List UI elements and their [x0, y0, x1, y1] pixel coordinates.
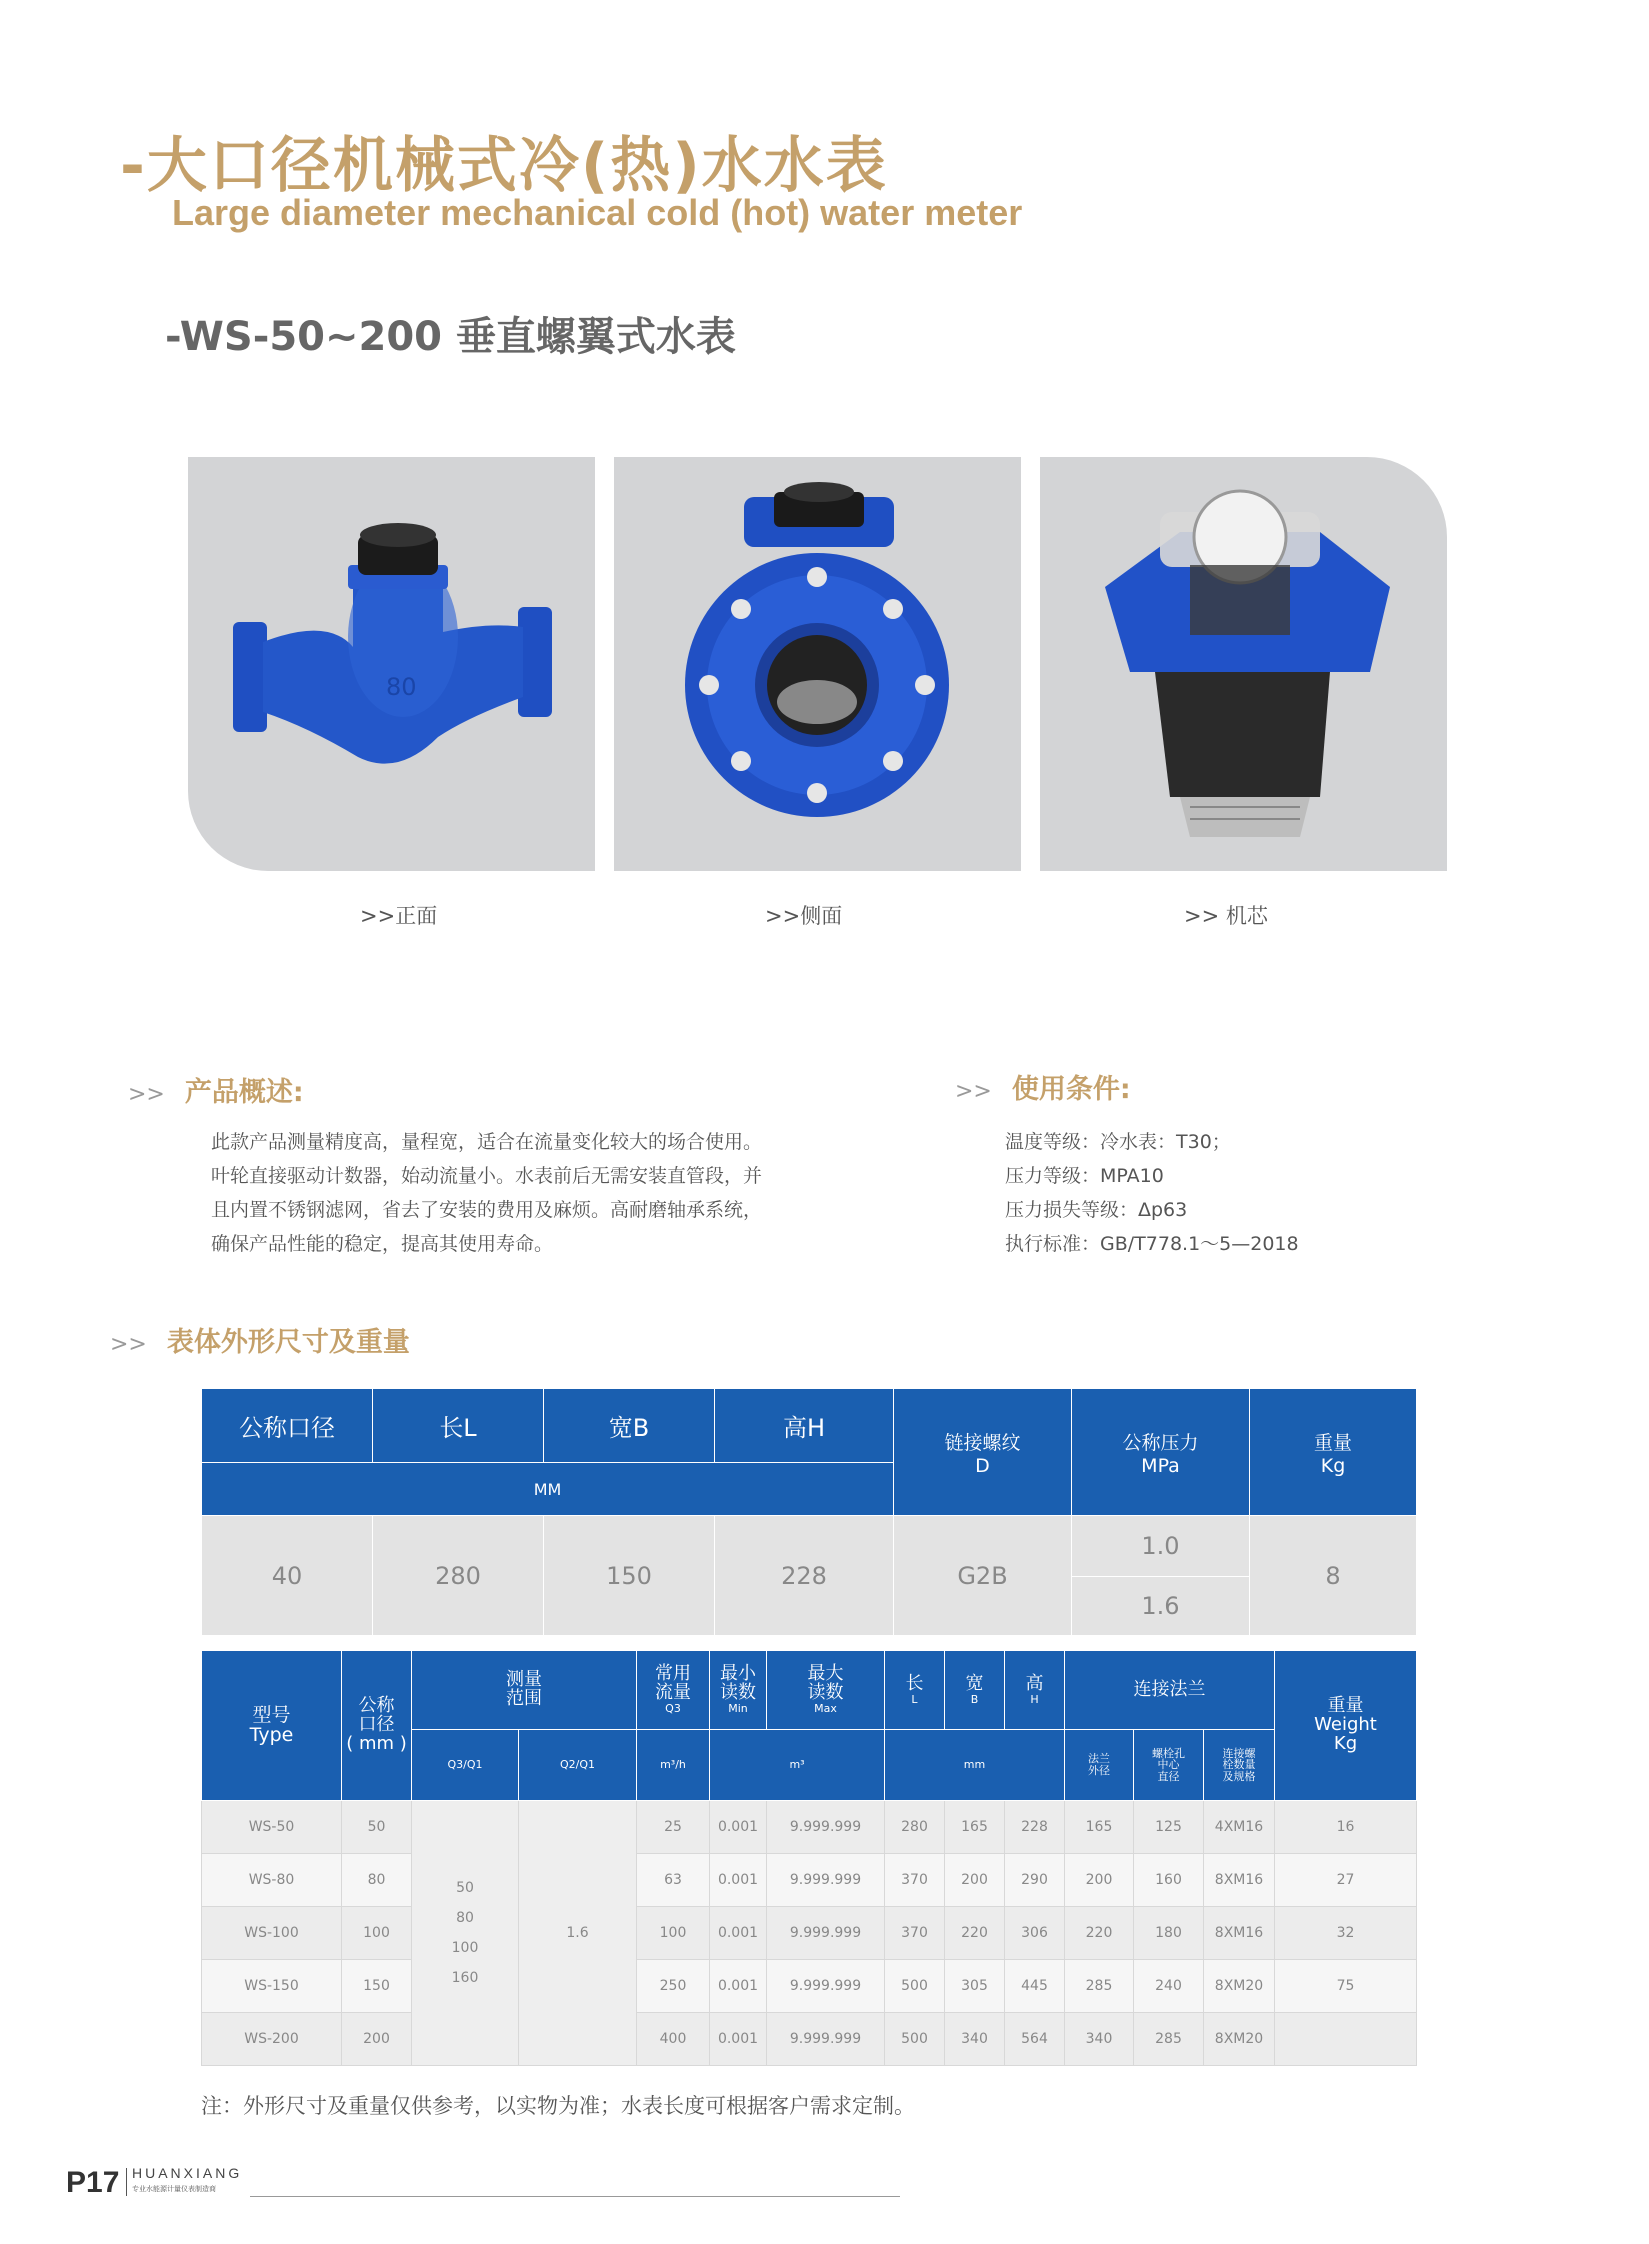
footer-separator [126, 2168, 127, 2196]
cell-range-values [412, 1801, 519, 2066]
condition-line: 温度等级：冷水表：T30； [1005, 1131, 1231, 1153]
cell-h: 290 [1005, 1854, 1065, 1907]
brand-tagline: 专业水能源计量仪表制造商 [132, 2185, 216, 2193]
photo-side [614, 457, 1021, 871]
header-max-3: Max [814, 1702, 837, 1716]
header-weight-3: Kg [1333, 1732, 1358, 1754]
header-type [202, 1651, 342, 1801]
brand-name: HUANXIANG [132, 2165, 243, 2181]
range-value: 160 [451, 1970, 479, 1986]
header-height: 高H [715, 1389, 894, 1463]
conditions-title: 使用条件: [1011, 1074, 1131, 1105]
cell-h: 306 [1005, 1907, 1065, 1960]
cell-pressure-1: 1.0 [1072, 1516, 1250, 1577]
header-l [885, 1651, 945, 1730]
overview-title: 产品概述: [184, 1077, 304, 1108]
cell-nominal: 40 [202, 1516, 373, 1636]
cell-b: 165 [945, 1801, 1005, 1854]
cell-type: WS-50 [202, 1801, 342, 1854]
footnote: 注：外形尺寸及重量仅供参考，以实物为准；水表长度可根据客户需求定制。 [201, 2094, 915, 2118]
cell-height: 228 [715, 1516, 894, 1636]
section-arrow: >> [128, 1082, 165, 1107]
water-meter-side-image [614, 457, 1021, 871]
cell-bolts: 8XM20 [1204, 1960, 1275, 2013]
header-max-2: 读数 [807, 1682, 844, 1704]
header-width: 宽B [544, 1389, 715, 1463]
cell-b: 305 [945, 1960, 1005, 2013]
header-weight [1275, 1651, 1417, 1801]
header-length: 长L [373, 1389, 544, 1463]
cell-h: 445 [1005, 1960, 1065, 2013]
header-range-2: 范围 [506, 1688, 542, 1709]
dimension-table-dn40 [201, 1388, 1417, 1636]
header-flow-1: 常用 [655, 1663, 691, 1685]
header-flange-od-2: 外径 [1088, 1764, 1110, 1777]
header-b-en: B [970, 1692, 979, 1706]
cell-od: 200 [1065, 1854, 1134, 1907]
spec-table-ws [201, 1650, 1417, 2066]
cell-dn: 50 [342, 1801, 412, 1854]
cell-max: 9.999.999 [767, 1854, 885, 1907]
cell-max: 9.999.999 [767, 1960, 885, 2013]
page-number: P17 [66, 2166, 120, 2199]
cell-weight: 8 [1250, 1516, 1417, 1636]
header-flange-spec-3: 及规格 [1222, 1769, 1256, 1783]
cell-ratio-value: 1.6 [519, 1801, 637, 2066]
cell-max: 9.999.999 [767, 1907, 885, 1960]
cell-l: 370 [885, 1907, 945, 1960]
header-flange: 连接法兰 [1065, 1651, 1275, 1730]
header-range-q3q1: Q3/Q1 [412, 1730, 519, 1801]
overview-line: 且内置不锈钢滤网，省去了安装的费用及麻烦。高耐磨轴承系统， [211, 1199, 763, 1221]
cell-l: 280 [885, 1801, 945, 1854]
cell-pcd: 125 [1134, 1801, 1204, 1854]
header-pressure-cn: 公称压力 [1122, 1431, 1199, 1454]
header-flange-od [1065, 1730, 1134, 1801]
cell-kg: 27 [1275, 1854, 1417, 1907]
cell-pcd: 285 [1134, 2013, 1204, 2066]
product-subtitle: -WS-50~200 垂直螺翼式水表 [165, 314, 736, 360]
cell-bolts: 8XM16 [1204, 1907, 1275, 1960]
header-weight-1: 重量 [1327, 1695, 1364, 1717]
overview-line: 此款产品测量精度高，量程宽，适合在流量变化较大的场合使用。 [211, 1131, 763, 1153]
cell-q3: 250 [637, 1960, 710, 2013]
cell-od: 220 [1065, 1907, 1134, 1960]
header-unit-read: m³ [710, 1730, 885, 1801]
cell-pcd: 240 [1134, 1960, 1204, 2013]
cell-type: WS-150 [202, 1960, 342, 2013]
header-h [1005, 1651, 1065, 1730]
cell-l: 370 [885, 1854, 945, 1907]
header-range-q2q1: Q2/Q1 [519, 1730, 637, 1801]
overview-line: 叶轮直接驱动计数器，始动流量小。水表前后无需安装直管段，并 [211, 1165, 763, 1187]
header-flange-spec-1: 连接螺 [1222, 1746, 1256, 1760]
header-nominal: 公称口径 [202, 1389, 373, 1463]
cell-od: 285 [1065, 1960, 1134, 2013]
header-nominal [342, 1651, 412, 1801]
header-type-en: Type [249, 1723, 294, 1746]
cell-h: 228 [1005, 1801, 1065, 1854]
header-pressure [1072, 1389, 1250, 1516]
cell-bolts: 8XM16 [1204, 1854, 1275, 1907]
cell-min: 0.001 [710, 1960, 767, 2013]
header-thread [894, 1389, 1072, 1516]
cell-b: 200 [945, 1854, 1005, 1907]
header-l-cn: 长 [905, 1672, 924, 1694]
page-title: -大口径机械式冷(热)水水表 [120, 131, 888, 201]
header-flange-bolt-2: 中心 [1157, 1758, 1180, 1772]
header-weight-unit: Kg [1320, 1454, 1346, 1477]
overview-heading [128, 1070, 304, 1109]
cell-min: 0.001 [710, 1907, 767, 1960]
header-flow-2: 流量 [655, 1682, 691, 1704]
dimensions-heading [110, 1320, 410, 1359]
page-title-english: Large diameter mechanical cold (hot) water meter [172, 192, 1023, 233]
dimensions-title: 表体外形尺寸及重量 [166, 1327, 410, 1358]
cell-kg: 75 [1275, 1960, 1417, 2013]
cell-kg: 16 [1275, 1801, 1417, 1854]
cell-pcd: 180 [1134, 1907, 1204, 1960]
photo-front [188, 457, 595, 871]
header-weight [1250, 1389, 1417, 1516]
header-min-3: Min [728, 1702, 748, 1716]
footer-rule [250, 2196, 900, 2197]
water-meter-front-image [188, 457, 595, 871]
section-arrow: >> [110, 1332, 147, 1357]
header-type-cn: 型号 [252, 1703, 291, 1726]
header-weight-cn: 重量 [1313, 1431, 1352, 1454]
header-flange-bolt-1: 螺栓孔 [1152, 1746, 1185, 1760]
header-flange-bolt [1134, 1730, 1204, 1801]
header-flange-od-1: 法兰 [1088, 1752, 1110, 1766]
cell-pressure-2: 1.6 [1072, 1577, 1250, 1636]
overview-text [211, 1125, 762, 1261]
header-range-1: 测量 [506, 1669, 542, 1691]
header-unit-mm: mm [885, 1730, 1065, 1801]
condition-line: 压力损失等级：Δp63 [1005, 1199, 1188, 1221]
conditions-heading [955, 1067, 1131, 1106]
cell-q3: 63 [637, 1854, 710, 1907]
cell-dn: 150 [342, 1960, 412, 2013]
condition-line: 压力等级：MPA10 [1005, 1165, 1164, 1187]
header-thread-code: D [975, 1454, 990, 1477]
cell-od: 165 [1065, 1801, 1134, 1854]
cell-kg: 32 [1275, 1907, 1417, 1960]
header-h-cn: 高 [1025, 1672, 1044, 1694]
cell-h: 564 [1005, 2013, 1065, 2066]
cell-pcd: 160 [1134, 1854, 1204, 1907]
cell-kg [1275, 2013, 1417, 2066]
cell-dn: 80 [342, 1854, 412, 1907]
body-cast-mark: 80 [386, 673, 417, 701]
photo-core [1040, 457, 1447, 871]
caption-front: >>正面 [360, 904, 438, 928]
cell-bolts: 4XM16 [1204, 1801, 1275, 1854]
header-h-en: H [1030, 1692, 1039, 1706]
cell-dn: 200 [342, 2013, 412, 2066]
cell-type: WS-80 [202, 1854, 342, 1907]
cell-length: 280 [373, 1516, 544, 1636]
caption-side: >>侧面 [765, 904, 843, 928]
header-range [412, 1651, 637, 1730]
header-b [945, 1651, 1005, 1730]
cell-max: 9.999.999 [767, 2013, 885, 2066]
cell-type: WS-100 [202, 1907, 342, 1960]
section-arrow: >> [955, 1079, 992, 1104]
header-thread-cn: 链接螺纹 [944, 1431, 1021, 1454]
cell-dn: 100 [342, 1907, 412, 1960]
range-value: 80 [456, 1910, 474, 1926]
cell-l: 500 [885, 1960, 945, 2013]
conditions-text [1005, 1125, 1299, 1261]
header-min-1: 最小 [720, 1663, 756, 1685]
range-value: 100 [451, 1940, 479, 1956]
cell-max: 9.999.999 [767, 1801, 885, 1854]
cell-b: 220 [945, 1907, 1005, 1960]
cell-bolts: 8XM20 [1204, 2013, 1275, 2066]
header-flow-3: Q3 [665, 1702, 681, 1716]
cell-thread: G2B [894, 1516, 1072, 1636]
condition-line: 执行标准：GB/T778.1～5—2018 [1005, 1233, 1299, 1255]
header-l-en: L [911, 1692, 918, 1706]
header-nominal-3: ( mm ) [346, 1732, 407, 1754]
header-b-cn: 宽 [965, 1672, 984, 1694]
header-max-1: 最大 [807, 1663, 844, 1685]
header-weight-2: Weight [1314, 1714, 1377, 1736]
header-flow [637, 1651, 710, 1730]
cell-od: 340 [1065, 2013, 1134, 2066]
header-pressure-unit: MPa [1141, 1454, 1180, 1477]
cell-b: 340 [945, 2013, 1005, 2066]
header-min-2: 读数 [720, 1682, 756, 1704]
cell-q3: 400 [637, 2013, 710, 2066]
overview-line: 确保产品性能的稳定，提高其使用寿命。 [211, 1233, 554, 1255]
cell-min: 0.001 [710, 1854, 767, 1907]
cell-q3: 25 [637, 1801, 710, 1854]
range-value: 50 [456, 1880, 474, 1896]
header-unit-mm: MM [202, 1463, 894, 1516]
header-nominal-2: 口径 [358, 1714, 395, 1736]
header-flange-bolt-3: 直径 [1157, 1769, 1180, 1783]
header-nominal-1: 公称 [358, 1695, 395, 1717]
cell-q3: 100 [637, 1907, 710, 1960]
header-flange-spec-2: 栓数量 [1222, 1758, 1256, 1772]
cell-width: 150 [544, 1516, 715, 1636]
cell-min: 0.001 [710, 1801, 767, 1854]
cell-min: 0.001 [710, 2013, 767, 2066]
cell-type: WS-200 [202, 2013, 342, 2066]
header-flange-spec [1204, 1730, 1275, 1801]
caption-core: >> 机芯 [1184, 904, 1268, 928]
water-meter-core-image [1040, 457, 1447, 871]
header-unit-flow: m³/h [637, 1730, 710, 1801]
cell-l: 500 [885, 2013, 945, 2066]
header-min [710, 1651, 767, 1730]
header-max [767, 1651, 885, 1730]
